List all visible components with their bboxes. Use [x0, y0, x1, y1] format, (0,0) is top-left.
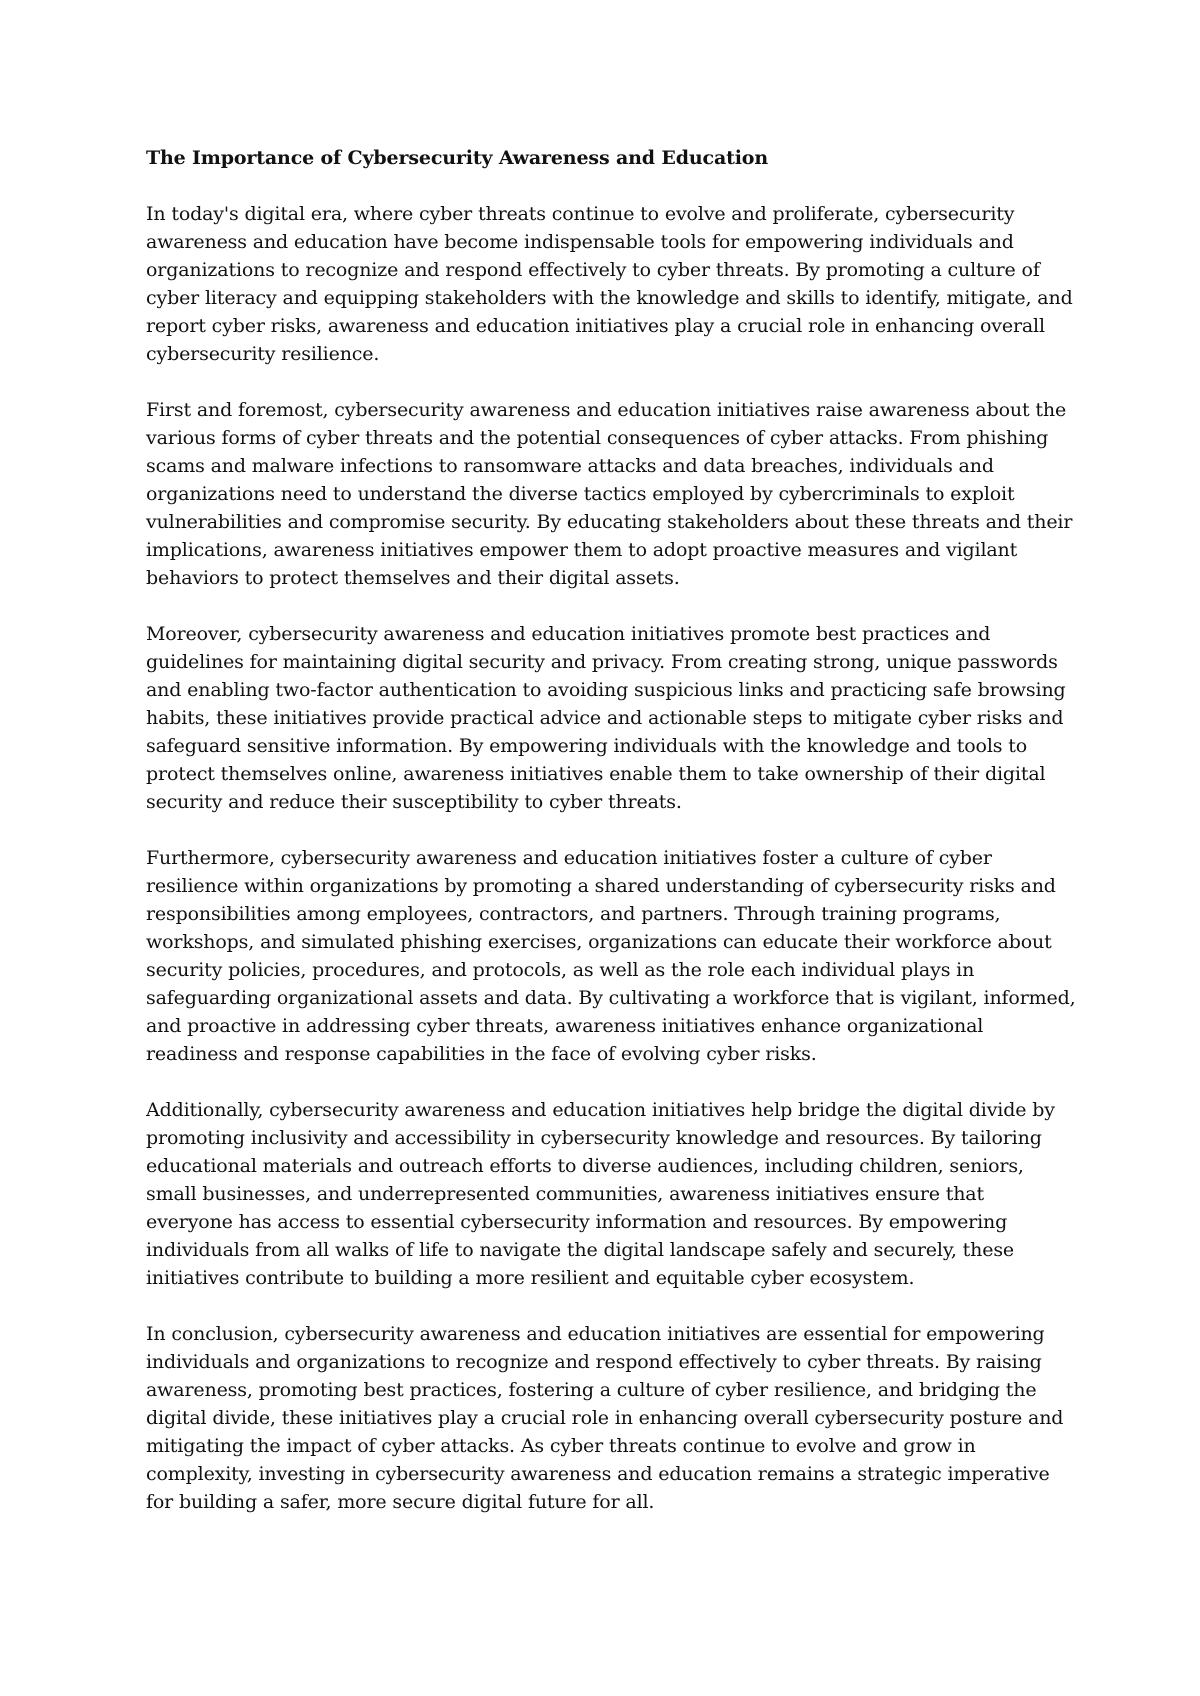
paragraph-conclusion: In conclusion, cybersecurity awareness and education initiatives are essential for empowering individuals and organizations to recognize and respond effectively to cyber threats. By raising awareness, promoting best practices, fostering a culture of cyber resilience, and bridging the digital divide, these initiatives play a crucial role in enhancing overall cybersecurity posture and mitigating the impact of cyber attacks. As cyber threats continue to evolve and grow in complexity, investing in cybersecurity awareness and education remains a strategic imperative for building a safer, more secure digital future for all.	[146, 1323, 1064, 1513]
document-body	[146, 144, 1076, 1544]
paragraph-threat-awareness: First and foremost, cybersecurity awareness and education initiatives raise awareness about the various forms of cyber threats and the potential consequences of cyber attacks. From phishing scams and malware infections to ransomware attacks and data breaches, individuals and organizations need to understand the diverse tactics employed by cybercriminals to exploit vulnerabilities and compromise security. By educating stakeholders about these threats and their implications, awareness initiatives empower them to adopt proactive measures and vigilant behaviors to protect themselves and their digital assets.	[146, 399, 1073, 589]
document-title: The Importance of Cybersecurity Awareness and Education	[146, 147, 768, 169]
paragraph-digital-divide: Additionally, cybersecurity awareness and education initiatives help bridge the digital divide by promoting inclusivity and accessibility in cybersecurity knowledge and resources. By tailoring educational materials and outreach efforts to diverse audiences, including children, seniors, small businesses, and underrepresented communities, awareness initiatives ensure that everyone has access to essential cybersecurity information and resources. By empowering individuals from all walks of life to navigate the digital landscape safely and securely, these initiatives contribute to building a more resilient and equitable cyber ecosystem.	[146, 1099, 1055, 1289]
paragraph-best-practices: Moreover, cybersecurity awareness and education initiatives promote best practices and guidelines for maintaining digital security and privacy. From creating strong, unique passwords and enabling two-factor authentication to avoiding suspicious links and practicing safe browsing habits, these initiatives provide practical advice and actionable steps to mitigate cyber risks and safeguard sensitive information. By empowering individuals with the knowledge and tools to protect themselves online, awareness initiatives enable them to take ownership of their digital security and reduce their susceptibility to cyber threats.	[146, 623, 1066, 813]
paragraph-introduction: In today's digital era, where cyber threats continue to evolve and proliferate, cybersecurity awareness and education have become indispensable tools for empowering individuals and organizations to recognize and respond effectively to cyber threats. By promoting a culture of cyber literacy and equipping stakeholders with the knowledge and skills to identify, mitigate, and report cyber risks, awareness and education initiatives play a crucial role in enhancing overall cybersecurity resilience.	[146, 203, 1073, 365]
paragraph-cyber-resilience: Furthermore, cybersecurity awareness and education initiatives foster a culture of cyber resilience within organizations by promoting a shared understanding of cybersecurity risks and responsibilities among employees, contractors, and partners. Through training programs, workshops, and simulated phishing exercises, organizations can educate their workforce about security policies, procedures, and protocols, as well as the role each individual plays in safeguarding organizational assets and data. By cultivating a workforce that is vigilant, informed, and proactive in addressing cyber threats, awareness initiatives enhance organizational readiness and response capabilities in the face of evolving cyber risks.	[146, 847, 1076, 1065]
